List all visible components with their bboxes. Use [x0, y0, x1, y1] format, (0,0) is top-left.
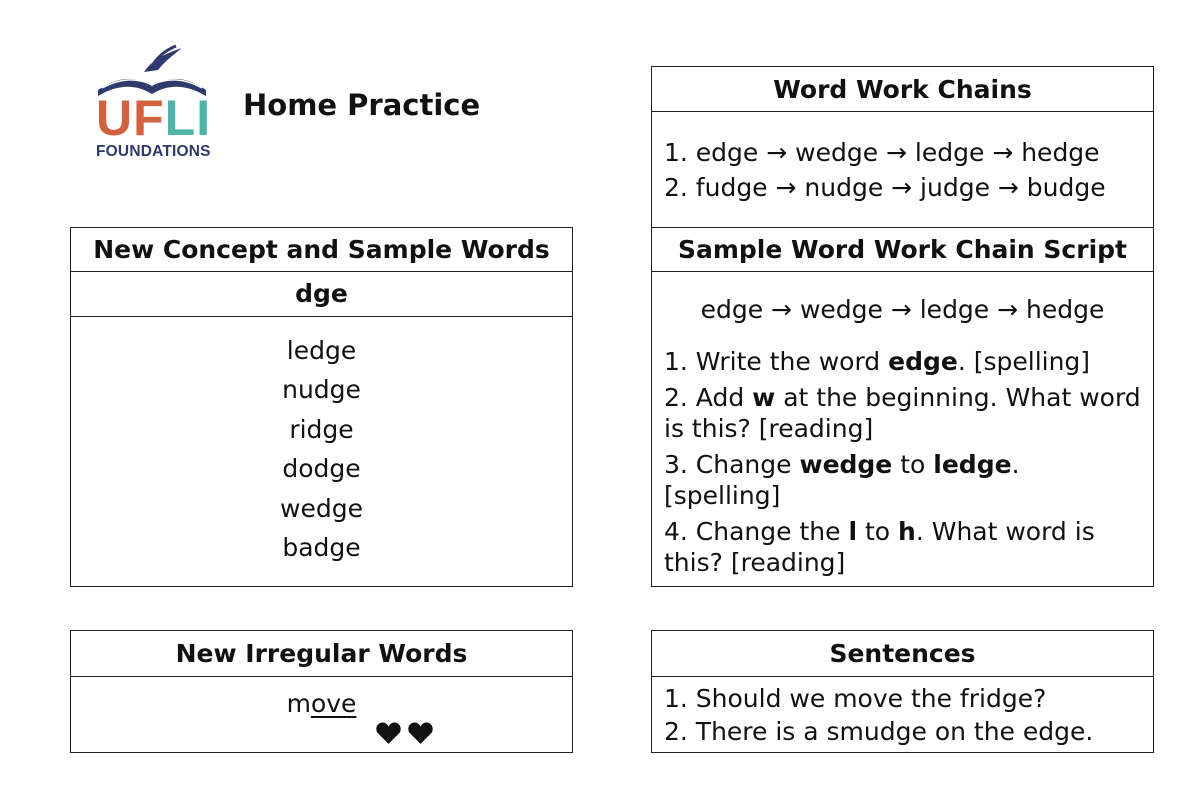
- sample-word: nudge: [282, 375, 361, 405]
- irregular-word: move: [286, 689, 357, 718]
- script-step: 4. Change the l to h. What word is this? [reading]: [664, 517, 1095, 577]
- script-step: 3. Change wedge to ledge. [spelling]: [664, 450, 1020, 510]
- ufli-logo: [92, 42, 212, 168]
- script-header: Sample Word Work Chain Script: [652, 228, 1153, 272]
- sample-word: wedge: [280, 493, 363, 523]
- irregular-part: ove: [310, 689, 357, 718]
- sample-word: ledge: [286, 336, 357, 365]
- chain-item: 1. edge → wedge → ledge → hedge: [664, 138, 1100, 167]
- chains-header: Word Work Chains: [652, 67, 1153, 112]
- sample-words-list: [71, 317, 572, 567]
- sentence-item: 1. Should we move the fridge?: [664, 684, 1047, 713]
- script-steps: [652, 328, 1153, 578]
- sample-word: ridge: [289, 414, 354, 444]
- new-concept-table: [70, 227, 573, 587]
- sample-word: badge: [282, 532, 361, 562]
- sample-word: dodge: [282, 454, 361, 484]
- irregular-words-table: [70, 630, 573, 753]
- word-chains-table: [651, 66, 1154, 228]
- irregular-header: New Irregular Words: [71, 631, 572, 677]
- chains-list: [652, 112, 1153, 205]
- chain-item: 2. fudge → nudge → judge → budge: [664, 173, 1106, 202]
- script-step: 1. Write the word edge. [spelling]: [664, 347, 1091, 376]
- sentences-table: [651, 630, 1154, 753]
- chain-script-table: [651, 227, 1154, 587]
- heart-icon: [407, 721, 434, 745]
- sentences-header: Sentences: [652, 631, 1153, 677]
- logo-subtitle: FOUNDATIONS: [96, 143, 211, 160]
- logo-wordmark: UFLI: [96, 90, 212, 146]
- script-chain: edge → wedge → ledge → hedge: [700, 295, 1105, 324]
- page-title: Home Practice: [243, 88, 481, 122]
- concept-header: New Concept and Sample Words: [71, 228, 572, 272]
- sentence-item: 2. There is a smudge on the edge.: [664, 717, 1094, 746]
- sentences-list: [652, 677, 1153, 748]
- heart-icon: [375, 721, 402, 745]
- script-step: 2. Add w at the beginning. What word is this? [reading]: [664, 383, 1141, 443]
- concept-pattern: dge: [71, 272, 572, 317]
